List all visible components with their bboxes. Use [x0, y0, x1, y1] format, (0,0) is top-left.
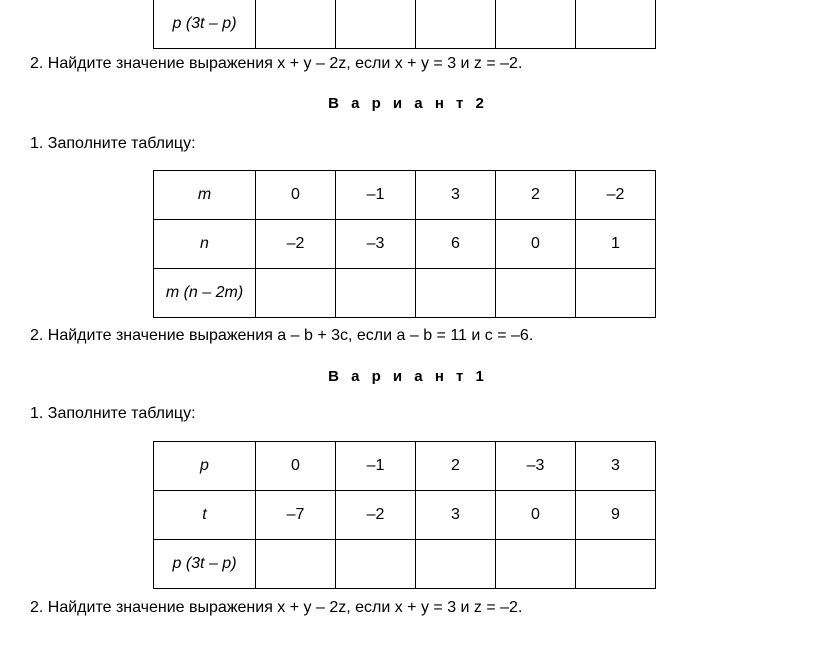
value-cell: –2: [576, 171, 656, 220]
variant-1-heading: В а р и а н т 1: [328, 368, 488, 385]
value-cell: –1: [336, 442, 416, 491]
answer-cell[interactable]: [336, 0, 416, 49]
value-cell: –1: [336, 171, 416, 220]
value-cell: –7: [256, 491, 336, 540]
task-2-text: 2. Найдите значение выражения a – b + 3c, если a – b = 11 и c = –6.: [30, 327, 534, 344]
row-label-cell: m: [154, 171, 256, 220]
table-row: [154, 171, 656, 220]
table-row: [154, 0, 656, 49]
value-cell: 3: [416, 491, 496, 540]
row-label-cell: m (n – 2m): [154, 269, 256, 318]
answer-cell[interactable]: [496, 540, 576, 589]
value-cell: –2: [256, 220, 336, 269]
task-2-text: 2. Найдите значение выражения x + y – 2z, если x + y = 3 и z = –2.: [30, 599, 523, 616]
value-cell: 1: [576, 220, 656, 269]
row-label-cell: p: [154, 442, 256, 491]
table-row: [154, 442, 656, 491]
row-label-cell: n: [154, 220, 256, 269]
answer-cell[interactable]: [416, 540, 496, 589]
value-cell: –2: [336, 491, 416, 540]
task-1-text: 1. Заполните таблицу:: [30, 405, 196, 422]
variant-2-table: [153, 170, 656, 318]
answer-cell[interactable]: [576, 269, 656, 318]
table-row: [154, 269, 656, 318]
row-label-cell: p (3t – p): [154, 0, 256, 49]
table-row: [154, 491, 656, 540]
value-cell: –3: [496, 442, 576, 491]
row-label-cell: t: [154, 491, 256, 540]
value-cell: 0: [256, 171, 336, 220]
top-partial-table: [153, 0, 656, 49]
value-cell: 0: [496, 220, 576, 269]
value-cell: 2: [496, 171, 576, 220]
table-row: [154, 220, 656, 269]
task-1-text: 1. Заполните таблицу:: [30, 135, 196, 152]
variant-1-table: [153, 441, 656, 589]
table-row: [154, 540, 656, 589]
answer-cell[interactable]: [496, 269, 576, 318]
row-label-cell: p (3t – p): [154, 540, 256, 589]
value-cell: –3: [336, 220, 416, 269]
answer-cell[interactable]: [336, 540, 416, 589]
answer-cell[interactable]: [576, 540, 656, 589]
value-cell: 3: [576, 442, 656, 491]
answer-cell[interactable]: [256, 0, 336, 49]
answer-cell[interactable]: [416, 0, 496, 49]
value-cell: 6: [416, 220, 496, 269]
value-cell: 0: [496, 491, 576, 540]
value-cell: 9: [576, 491, 656, 540]
answer-cell[interactable]: [256, 269, 336, 318]
answer-cell[interactable]: [576, 0, 656, 49]
answer-cell[interactable]: [496, 0, 576, 49]
task-2-text: 2. Найдите значение выражения x + y – 2z, если x + y = 3 и z = –2.: [30, 55, 523, 72]
variant-2-heading: В а р и а н т 2: [328, 95, 488, 112]
value-cell: 2: [416, 442, 496, 491]
answer-cell[interactable]: [256, 540, 336, 589]
value-cell: 0: [256, 442, 336, 491]
answer-cell[interactable]: [336, 269, 416, 318]
value-cell: 3: [416, 171, 496, 220]
answer-cell[interactable]: [416, 269, 496, 318]
